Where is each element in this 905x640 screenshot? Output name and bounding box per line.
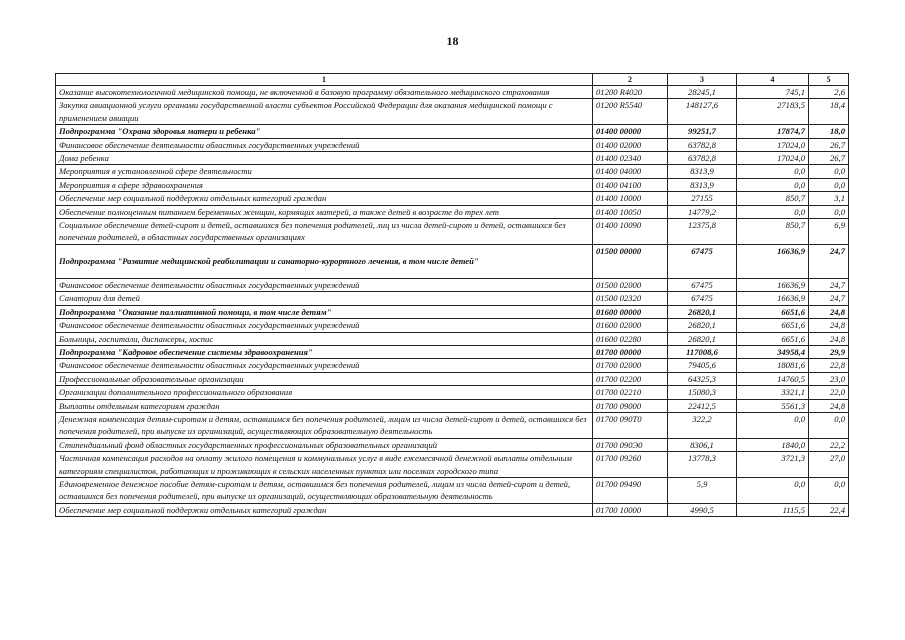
row-value-col4: 745,1	[737, 86, 809, 99]
row-value-col4: 0,0	[737, 165, 809, 178]
row-value-col4: 3721,3	[737, 452, 809, 478]
table-row	[56, 477, 849, 503]
row-value-col4: 6651,6	[737, 319, 809, 332]
row-code: 01400 10090	[593, 219, 668, 245]
table-row	[56, 292, 849, 305]
header-col-3: 3	[668, 74, 737, 86]
row-value-col3: 26820,1	[668, 305, 737, 318]
row-name: Дома ребенка	[56, 152, 593, 165]
row-value-col4: 18081,6	[737, 359, 809, 372]
table-row	[56, 99, 849, 125]
row-name: Стипендиальный фонд областных государственных профессиональных образовательных организаций	[56, 438, 593, 451]
row-name: Частичная компенсация расходов на оплату жилого помещения и коммунальных услуг в виде ежемесячной денежной выплаты отдельным категориям специалистов, работающих и проживающих в сельских населенных пунктах или поселках городского типа	[56, 452, 593, 478]
row-value-col5: 6,9	[809, 219, 849, 245]
row-value-col3: 27155	[668, 192, 737, 205]
row-name: Обеспечение полноценным питанием беременных женщин, кормящих матерей, а также детей в возрасте до трех лет	[56, 205, 593, 218]
row-value-col3: 67475	[668, 292, 737, 305]
table-row	[56, 152, 849, 165]
row-code: 01600 00000	[593, 305, 668, 318]
row-value-col4: 34958,4	[737, 345, 809, 358]
row-value-col4: 0,0	[737, 477, 809, 503]
row-name: Оказание высокотехнологичной медицинской помощи, не включенной в базовую программу обязательного медицинского страхования	[56, 86, 593, 99]
row-value-col3: 64325,3	[668, 372, 737, 385]
row-code: 01500 02320	[593, 292, 668, 305]
page-number: 18	[446, 34, 459, 48]
row-value-col5: 26,7	[809, 152, 849, 165]
row-value-col3: 14779,2	[668, 205, 737, 218]
row-value-col4: 17874,7	[737, 125, 809, 138]
row-value-col3: 26820,1	[668, 332, 737, 345]
row-value-col5: 0,0	[809, 165, 849, 178]
row-code: 01500 00000	[593, 244, 668, 278]
table-row	[56, 305, 849, 318]
header-col-1: 1	[56, 74, 593, 86]
row-code: 01400 02340	[593, 152, 668, 165]
row-value-col3: 22412,5	[668, 399, 737, 412]
row-code: 01500 02000	[593, 278, 668, 291]
row-value-col5: 24,8	[809, 319, 849, 332]
row-value-col3: 67475	[668, 244, 737, 278]
table-row	[56, 332, 849, 345]
table-row	[56, 319, 849, 332]
budget-table	[55, 73, 849, 517]
row-name: Социальное обеспечение детей-сирот и детей, оставшихся без попечения родителей, лиц из числа детей-сирот и детей, оставшихся без попечения родителей, в областных государственных организациях	[56, 219, 593, 245]
row-value-col4: 17024,0	[737, 152, 809, 165]
row-value-col3: 99251,7	[668, 125, 737, 138]
table-row	[56, 359, 849, 372]
table-body	[56, 86, 849, 517]
row-value-col5: 24,7	[809, 244, 849, 278]
row-value-col5: 24,8	[809, 305, 849, 318]
row-value-col5: 24,7	[809, 292, 849, 305]
row-value-col5: 3,1	[809, 192, 849, 205]
row-value-col3: 63782,8	[668, 152, 737, 165]
row-value-col5: 0,0	[809, 477, 849, 503]
row-code: 01700 090Т0	[593, 412, 668, 438]
row-value-col4: 1840,0	[737, 438, 809, 451]
row-code: 01400 04000	[593, 165, 668, 178]
row-code: 01700 02000	[593, 359, 668, 372]
row-value-col3: 117008,6	[668, 345, 737, 358]
row-code: 01200 R4020	[593, 86, 668, 99]
row-value-col4: 17024,0	[737, 138, 809, 151]
row-code: 01400 00000	[593, 125, 668, 138]
row-value-col3: 4990,5	[668, 503, 737, 516]
row-name: Подпрограмма "Развитие медицинской реабилитации и санаторно-курортного лечения, в том числе детей"	[56, 244, 593, 278]
row-value-col4: 14760,5	[737, 372, 809, 385]
table-row	[56, 244, 849, 278]
row-value-col5: 22,8	[809, 359, 849, 372]
row-name: Подпрограмма "Охрана здоровья матери и ребенка"	[56, 125, 593, 138]
row-value-col4: 6651,6	[737, 332, 809, 345]
row-value-col5: 27,0	[809, 452, 849, 478]
row-code: 01400 02000	[593, 138, 668, 151]
row-name: Профессиональные образовательные организации	[56, 372, 593, 385]
row-code: 01600 02000	[593, 319, 668, 332]
row-name: Денежная компенсация детям-сиротам и детям, оставшимся без попечения родителей, лицам из числа детей-сирот и детей, оставшихся без попечения родителей, при выпуске из организаций, осуществляющих образовательную деятельность	[56, 412, 593, 438]
row-value-col5: 0,0	[809, 412, 849, 438]
row-code: 01700 02200	[593, 372, 668, 385]
row-value-col5: 0,0	[809, 205, 849, 218]
header-row	[56, 74, 849, 86]
row-value-col3: 8313,9	[668, 178, 737, 191]
row-value-col4: 16636,9	[737, 292, 809, 305]
row-value-col4: 16636,9	[737, 278, 809, 291]
table-row	[56, 278, 849, 291]
row-value-col5: 26,7	[809, 138, 849, 151]
row-value-col3: 8306,1	[668, 438, 737, 451]
row-code: 01700 09490	[593, 477, 668, 503]
row-value-col4: 6651,6	[737, 305, 809, 318]
row-code: 01700 090Э0	[593, 438, 668, 451]
header-col-2: 2	[593, 74, 668, 86]
row-value-col5: 2,6	[809, 86, 849, 99]
table-row	[56, 438, 849, 451]
row-value-col3: 79405,6	[668, 359, 737, 372]
table-row	[56, 345, 849, 358]
row-name: Единовременное денежное пособие детям-сиротам и детям, оставшимся без попечения родителей, лицам из числа детей-сирот и детей, оставшихся без попечения родителей, при выпуске из организаций, осуществляющих образовательную деятельность	[56, 477, 593, 503]
row-code: 01400 10000	[593, 192, 668, 205]
row-value-col5: 24,8	[809, 399, 849, 412]
row-name: Мероприятия в сфере здравоохранения	[56, 178, 593, 191]
row-value-col3: 8313,9	[668, 165, 737, 178]
row-value-col3: 13778,3	[668, 452, 737, 478]
table-row	[56, 205, 849, 218]
row-name: Обеспечение мер социальной поддержки отдельных категорий граждан	[56, 192, 593, 205]
row-value-col5: 22,4	[809, 503, 849, 516]
row-value-col5: 24,8	[809, 332, 849, 345]
row-value-col3: 26820,1	[668, 319, 737, 332]
header-col-4: 4	[737, 74, 809, 86]
row-value-col4: 850,7	[737, 192, 809, 205]
row-value-col3: 63782,8	[668, 138, 737, 151]
row-code: 01600 02280	[593, 332, 668, 345]
row-value-col3: 148127,6	[668, 99, 737, 125]
row-value-col4: 0,0	[737, 178, 809, 191]
row-name: Финансовое обеспечение деятельности областных государственных учреждений	[56, 138, 593, 151]
table-row	[56, 452, 849, 478]
row-value-col5: 24,7	[809, 278, 849, 291]
row-value-col5: 22,0	[809, 386, 849, 399]
row-value-col5: 18,0	[809, 125, 849, 138]
row-code: 01700 09260	[593, 452, 668, 478]
row-value-col5: 23,0	[809, 372, 849, 385]
row-value-col4: 1115,5	[737, 503, 809, 516]
row-value-col4: 3321,1	[737, 386, 809, 399]
row-value-col5: 0,0	[809, 178, 849, 191]
row-name: Обеспечение мер социальной поддержки отдельных категорий граждан	[56, 503, 593, 516]
row-code: 01700 10000	[593, 503, 668, 516]
row-name: Финансовое обеспечение деятельности областных государственных учреждений	[56, 278, 593, 291]
table-row	[56, 412, 849, 438]
row-value-col4: 27183,5	[737, 99, 809, 125]
row-value-col5: 22,2	[809, 438, 849, 451]
table-row	[56, 399, 849, 412]
table-row	[56, 503, 849, 516]
row-value-col4: 0,0	[737, 412, 809, 438]
row-value-col3: 322,2	[668, 412, 737, 438]
row-code: 01400 04100	[593, 178, 668, 191]
row-value-col3: 5,9	[668, 477, 737, 503]
row-name: Подпрограмма "Кадровое обеспечение системы здравоохранения"	[56, 345, 593, 358]
row-name: Финансовое обеспечение деятельности областных государственных учреждений	[56, 359, 593, 372]
row-name: Выплаты отдельным категориям граждан	[56, 399, 593, 412]
table-row	[56, 125, 849, 138]
table-row	[56, 138, 849, 151]
table-row	[56, 372, 849, 385]
row-code: 01400 10050	[593, 205, 668, 218]
row-value-col3: 15080,3	[668, 386, 737, 399]
row-name: Больницы, госпитали, диспансеры, хоспис	[56, 332, 593, 345]
table-row	[56, 219, 849, 245]
table-row	[56, 192, 849, 205]
row-name: Подпрограмма "Оказание паллиативной помощи, в том числе детям"	[56, 305, 593, 318]
table-row	[56, 386, 849, 399]
row-value-col5: 29,9	[809, 345, 849, 358]
table-row	[56, 165, 849, 178]
row-value-col4: 16636,9	[737, 244, 809, 278]
row-value-col3: 28245,1	[668, 86, 737, 99]
table-row	[56, 178, 849, 191]
row-name: Санатории для детей	[56, 292, 593, 305]
row-value-col3: 12375,8	[668, 219, 737, 245]
row-value-col3: 67475	[668, 278, 737, 291]
row-value-col4: 0,0	[737, 205, 809, 218]
row-value-col4: 5561,3	[737, 399, 809, 412]
row-name: Финансовое обеспечение деятельности областных государственных учреждений	[56, 319, 593, 332]
table-row	[56, 86, 849, 99]
header-col-5: 5	[809, 74, 849, 86]
row-name: Организации дополнительного профессионального образования	[56, 386, 593, 399]
row-code: 01700 00000	[593, 345, 668, 358]
row-code: 01200 R5540	[593, 99, 668, 125]
row-name: Закупка авиационной услуги органами государственной власти субъектов Российской Федерации для оказания медицинской помощи с применением авиации	[56, 99, 593, 125]
row-value-col5: 18,4	[809, 99, 849, 125]
row-code: 01700 09000	[593, 399, 668, 412]
row-name: Мероприятия в установленной сфере деятельности	[56, 165, 593, 178]
row-code: 01700 02210	[593, 386, 668, 399]
row-value-col4: 850,7	[737, 219, 809, 245]
